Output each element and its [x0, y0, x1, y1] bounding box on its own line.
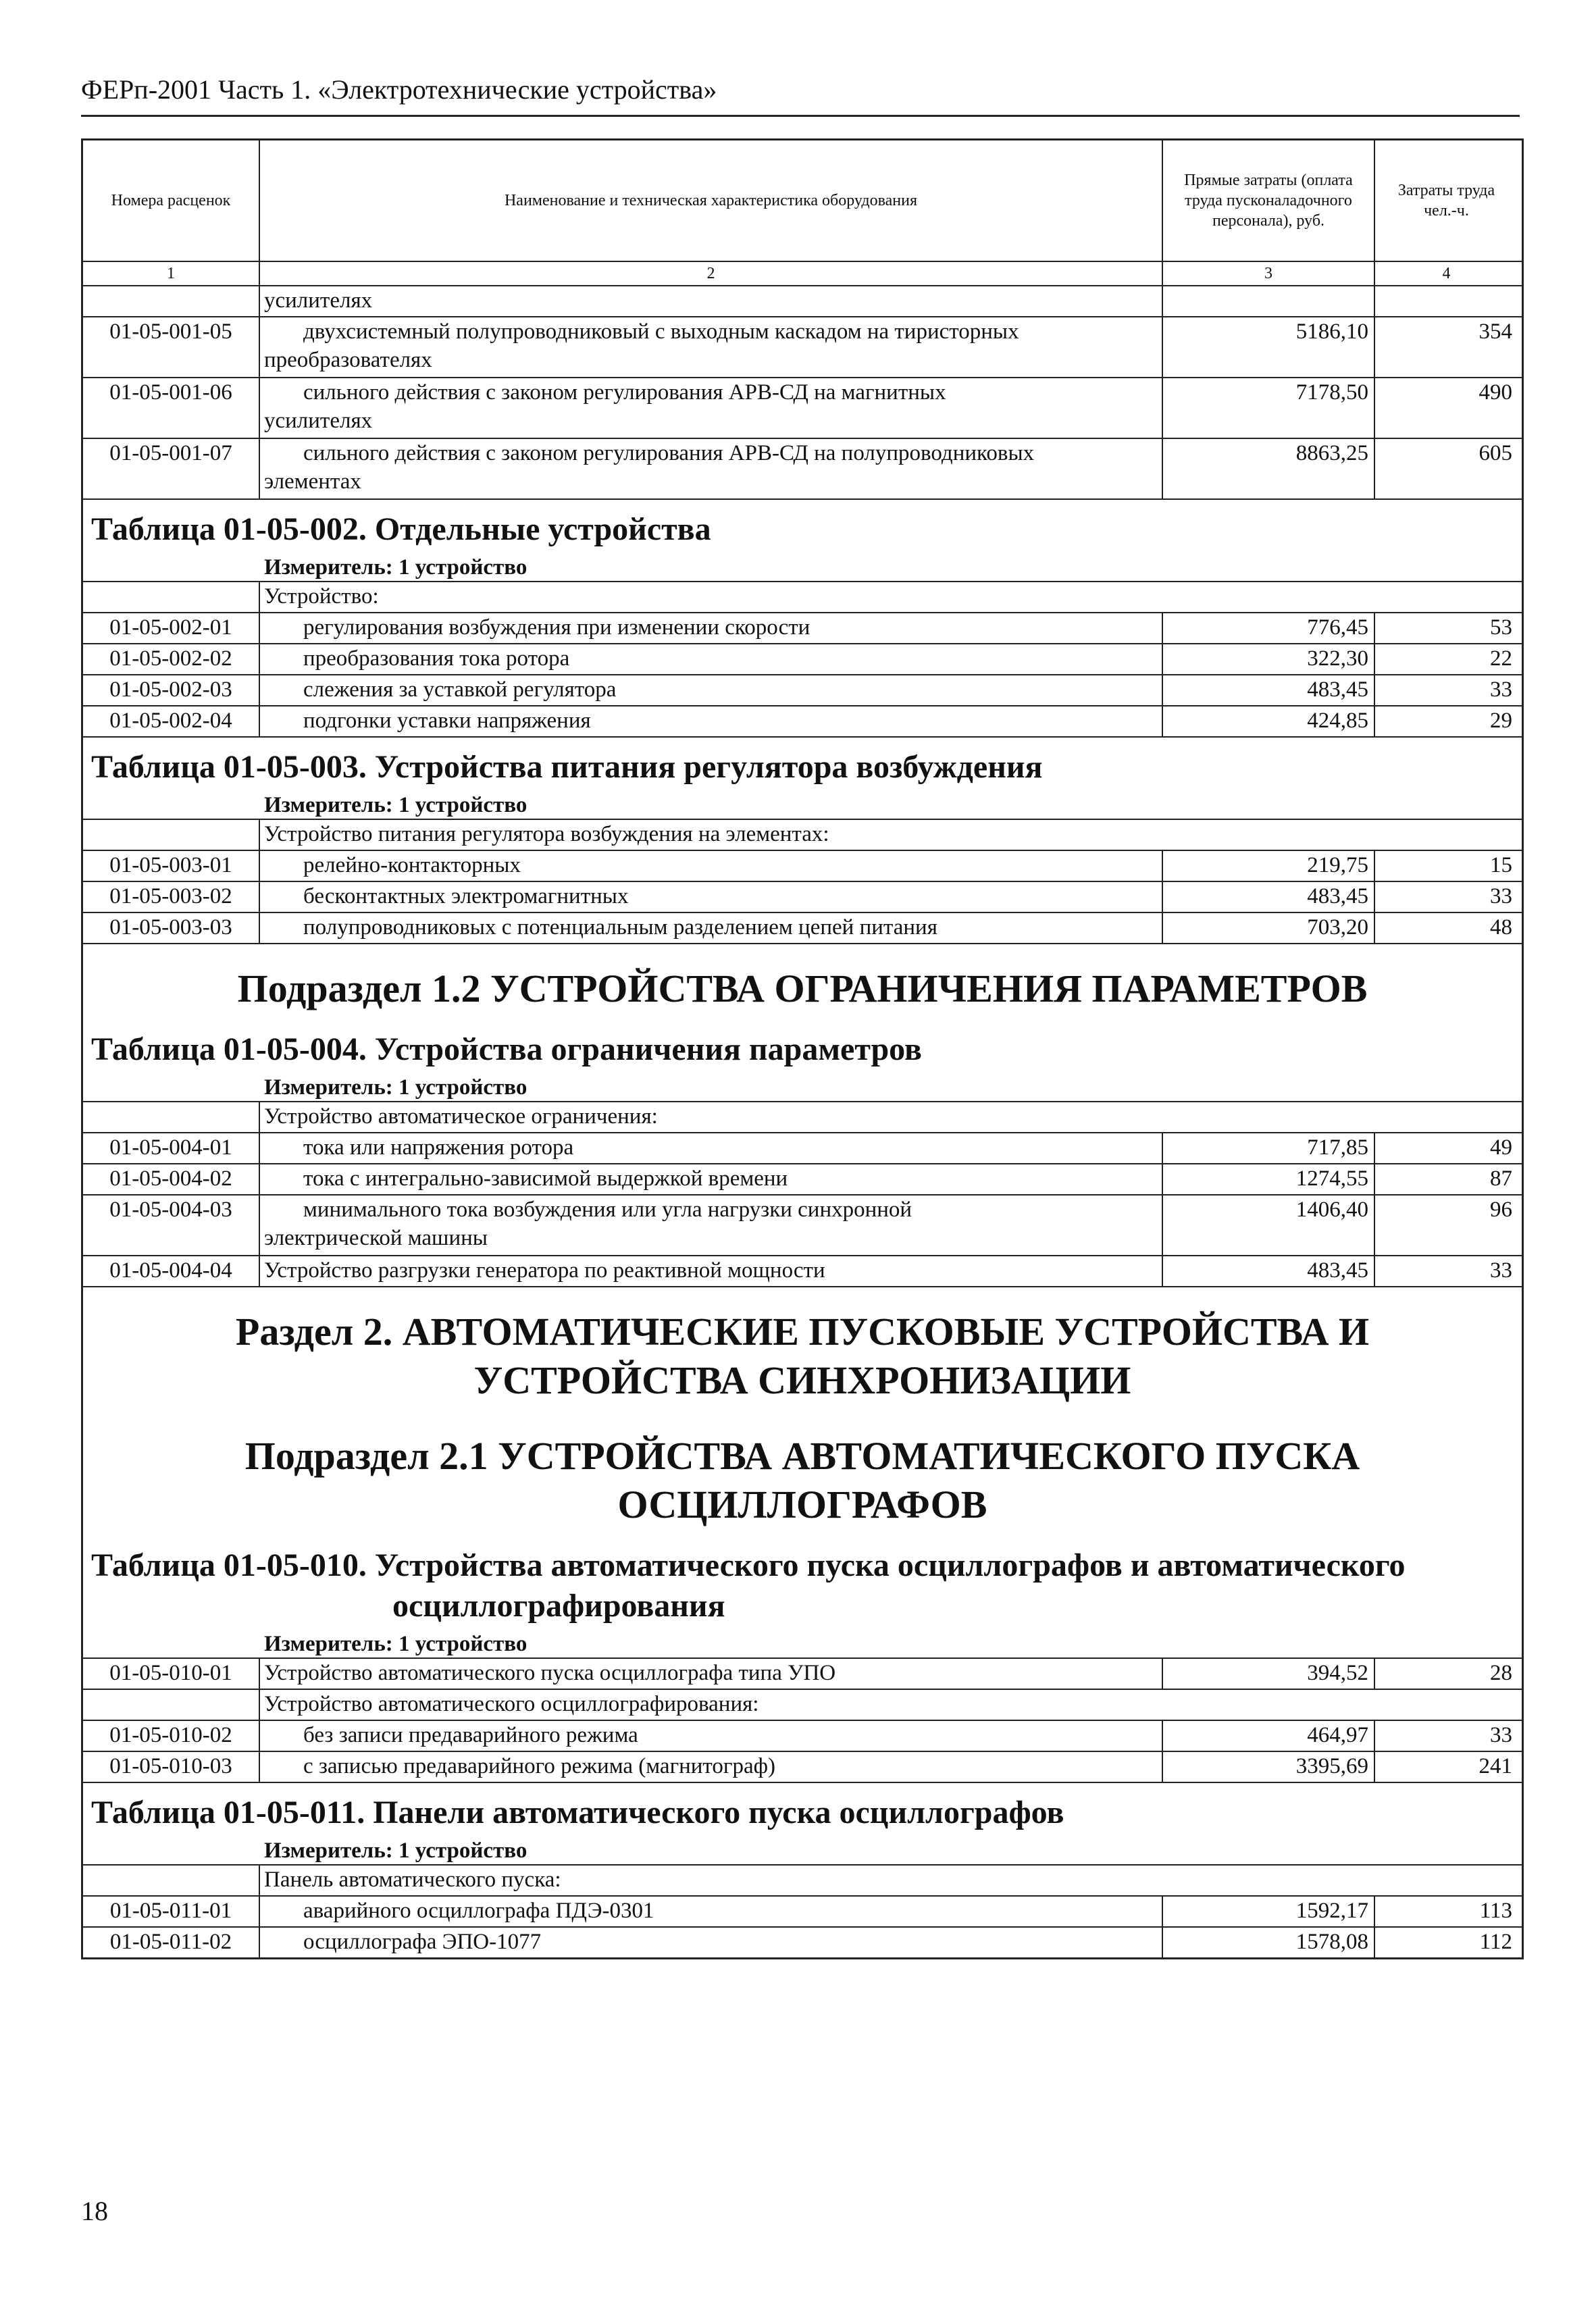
- table-row: [83, 1721, 1522, 1752]
- table-header: [83, 138, 1522, 261]
- row-hours: 15: [1490, 853, 1512, 877]
- table-row: [83, 913, 1522, 944]
- table-row: [83, 439, 1522, 500]
- row-cost: 394,52: [1163, 1659, 1375, 1689]
- table-title: Таблица 01-05-010. Устройства автоматического пуска осциллографов и автоматического осциллографирования: [91, 1547, 1406, 1624]
- group-row: [83, 1866, 1522, 1897]
- row-cost: 424,85: [1163, 706, 1375, 736]
- row-name: Устройство разгрузки генератора по реактивной мощности: [260, 1256, 1163, 1286]
- row-hours: 49: [1490, 1135, 1512, 1160]
- group-row: [83, 1102, 1522, 1133]
- table-row: [83, 851, 1522, 882]
- table-row: [83, 1256, 1522, 1287]
- unit-of-measure: Измеритель: 1 устройство: [83, 792, 1522, 820]
- row-code: 01-05-002-01: [83, 613, 260, 643]
- page-number: 18: [81, 2196, 108, 2226]
- unit-of-measure: Измеритель: 1 устройство: [83, 1837, 1522, 1866]
- row-code: 01-05-003-02: [83, 882, 260, 912]
- row-code: 01-05-004-03: [83, 1195, 260, 1255]
- group-label: Устройство автоматическое ограничения:: [264, 1104, 658, 1129]
- row-hours: 241: [1478, 1754, 1512, 1778]
- table-row: [83, 675, 1522, 706]
- table-row: [83, 1164, 1522, 1195]
- row-cost: 7178,50: [1163, 378, 1375, 438]
- row-name: слежения за уставкой регулятора: [260, 675, 1163, 705]
- row-code: 01-05-003-01: [83, 851, 260, 881]
- row-cost: 1406,40: [1163, 1195, 1375, 1255]
- table-title: Таблица 01-05-002. Отдельные устройства: [91, 511, 711, 547]
- row-code: 01-05-002-02: [83, 644, 260, 674]
- row-hours: 29: [1490, 709, 1512, 733]
- row-hours: 354: [1478, 319, 1512, 344]
- row-name: усилителях: [260, 286, 1163, 316]
- row-cost: 3395,69: [1163, 1752, 1375, 1782]
- row-cost: 5186,10: [1163, 317, 1375, 377]
- table-row: [83, 1752, 1522, 1783]
- row-cost: 717,85: [1163, 1133, 1375, 1163]
- unit-of-measure: Измеритель: 1 устройство: [83, 1630, 1522, 1659]
- table-row: [83, 882, 1522, 913]
- running-header: ФЕРп-2001 Часть 1. «Электротехнические устройства»: [81, 73, 1520, 117]
- row-code: 01-05-002-04: [83, 706, 260, 736]
- table-row: [83, 1928, 1522, 1957]
- row-name: осциллографа ЭПО-1077: [260, 1928, 1163, 1957]
- row-name: регулирования возбуждения при изменении скорости: [260, 613, 1163, 643]
- table-title: Таблица 01-05-003. Устройства питания регулятора возбуждения: [91, 749, 1043, 785]
- col-number: 2: [260, 262, 1163, 285]
- col-header-cost: Прямые затраты (оплата труда пусконаладочного персонала), руб.: [1163, 140, 1375, 261]
- row-hours: 113: [1479, 1899, 1512, 1923]
- row-name: сильного действия с законом регулирования АРВ-СД на полупроводниковых элементах: [260, 439, 1163, 498]
- row-cost: 219,75: [1163, 851, 1375, 881]
- col-header-hours: Затраты труда чел.-ч.: [1397, 182, 1495, 220]
- row-hours: 33: [1490, 1723, 1512, 1747]
- row-cost: 703,20: [1163, 913, 1375, 943]
- row-code: 01-05-001-05: [83, 317, 260, 377]
- row-cost: 464,97: [1163, 1721, 1375, 1751]
- unit-of-measure: Измеритель: 1 устройство: [83, 554, 1522, 582]
- rates-table: [81, 138, 1524, 1959]
- row-hours: 112: [1479, 1930, 1512, 1954]
- row-name: преобразования тока ротора: [260, 644, 1163, 674]
- row-cost: 483,45: [1163, 1256, 1375, 1286]
- row-code: 01-05-010-01: [83, 1659, 260, 1689]
- col-number: 1: [83, 262, 260, 285]
- column-numbers: [83, 261, 1522, 286]
- row-hours: 28: [1490, 1661, 1512, 1685]
- row-cost: 322,30: [1163, 644, 1375, 674]
- row-cost: 8863,25: [1163, 439, 1375, 498]
- col-header-codes: Номера расценок: [83, 140, 260, 261]
- row-hours: 490: [1478, 380, 1512, 405]
- row-name: аварийного осциллографа ПДЭ-0301: [260, 1897, 1163, 1926]
- row-name: Устройство автоматического пуска осциллографа типа УПО: [260, 1659, 1163, 1689]
- row-cost: 776,45: [1163, 613, 1375, 643]
- table-title: Таблица 01-05-011. Панели автоматического пуска осциллографов: [91, 1795, 1064, 1830]
- group-label: Устройство питания регулятора возбуждения на элементах:: [264, 822, 829, 846]
- row-code: 01-05-002-03: [83, 675, 260, 705]
- row-code: 01-05-001-06: [83, 378, 260, 438]
- row-cost: 1578,08: [1163, 1928, 1375, 1957]
- group-label: Устройство автоматического осциллографирования:: [264, 1692, 759, 1716]
- table-row: [83, 1659, 1522, 1690]
- row-name: релейно-контакторных: [260, 851, 1163, 881]
- row-hours: 53: [1490, 615, 1512, 640]
- unit-of-measure: Измеритель: 1 устройство: [83, 1074, 1522, 1102]
- row-hours: 33: [1490, 677, 1512, 702]
- col-number: 4: [1442, 265, 1451, 282]
- row-code: 01-05-004-01: [83, 1133, 260, 1163]
- row-name: тока с интегрально-зависимой выдержкой времени: [260, 1164, 1163, 1194]
- row-name: сильного действия с законом регулирования АРВ-СД на магнитных усилителях: [260, 378, 1163, 438]
- row-name: бесконтактных электромагнитных: [260, 882, 1163, 912]
- table-row: [83, 378, 1522, 439]
- table-row: [83, 706, 1522, 738]
- group-label: Устройство:: [264, 584, 379, 609]
- group-row: [83, 820, 1522, 851]
- table-row: [83, 317, 1522, 378]
- group-label: Панель автоматического пуска:: [264, 1868, 561, 1892]
- row-code: 01-05-011-01: [83, 1897, 260, 1926]
- table-row: [83, 644, 1522, 675]
- col-header-name: Наименование и техническая характеристика оборудования: [260, 140, 1163, 261]
- row-code: 01-05-010-03: [83, 1752, 260, 1782]
- row-code: 01-05-011-02: [83, 1928, 260, 1957]
- col-number: 3: [1163, 262, 1375, 285]
- row-hours: 96: [1490, 1198, 1512, 1222]
- table-title: Таблица 01-05-004. Устройства ограничения параметров: [91, 1031, 922, 1067]
- table-row: [83, 286, 1522, 317]
- row-hours: 87: [1490, 1166, 1512, 1191]
- subsection-heading: Подраздел 1.2 УСТРОЙСТВА ОГРАНИЧЕНИЯ ПАРАМЕТРОВ: [237, 967, 1368, 1010]
- group-row: [83, 582, 1522, 613]
- row-name: полупроводниковых с потенциальным разделением цепей питания: [260, 913, 1163, 943]
- row-name: подгонки уставки напряжения: [260, 706, 1163, 736]
- row-hours: 33: [1490, 884, 1512, 908]
- group-row: [83, 1690, 1522, 1721]
- row-code: 01-05-004-04: [83, 1256, 260, 1286]
- row-hours: 605: [1478, 441, 1512, 465]
- row-hours: 33: [1490, 1258, 1512, 1283]
- table-row: [83, 1195, 1522, 1256]
- row-name: двухсистемный полупроводниковый с выходным каскадом на тиристорных преобразователях: [260, 317, 1163, 377]
- row-name: с записью предаварийного режима (магнитограф): [260, 1752, 1163, 1782]
- row-name: минимального тока возбуждения или угла нагрузки синхронной электрической машины: [260, 1195, 1163, 1255]
- table-row: [83, 1133, 1522, 1164]
- row-code: 01-05-003-03: [83, 913, 260, 943]
- row-name: тока или напряжения ротора: [260, 1133, 1163, 1163]
- row-code: 01-05-004-02: [83, 1164, 260, 1194]
- row-cost: 483,45: [1163, 675, 1375, 705]
- row-cost: 483,45: [1163, 882, 1375, 912]
- table-row: [83, 613, 1522, 644]
- table-row: [83, 1897, 1522, 1928]
- section-heading: Раздел 2. АВТОМАТИЧЕСКИЕ ПУСКОВЫЕ УСТРОЙСТВА И УСТРОЙСТВА СИНХРОНИЗАЦИИ: [235, 1310, 1370, 1402]
- row-hours: 48: [1490, 915, 1512, 940]
- row-code: 01-05-010-02: [83, 1721, 260, 1751]
- row-name: без записи предаварийного режима: [260, 1721, 1163, 1751]
- row-cost: 1592,17: [1163, 1897, 1375, 1926]
- row-code: 01-05-001-07: [83, 439, 260, 498]
- subsection-heading: Подраздел 2.1 УСТРОЙСТВА АВТОМАТИЧЕСКОГО ПУСКА ОСЦИЛЛОГРАФОВ: [244, 1434, 1360, 1526]
- row-cost: 1274,55: [1163, 1164, 1375, 1194]
- row-hours: 22: [1490, 646, 1512, 671]
